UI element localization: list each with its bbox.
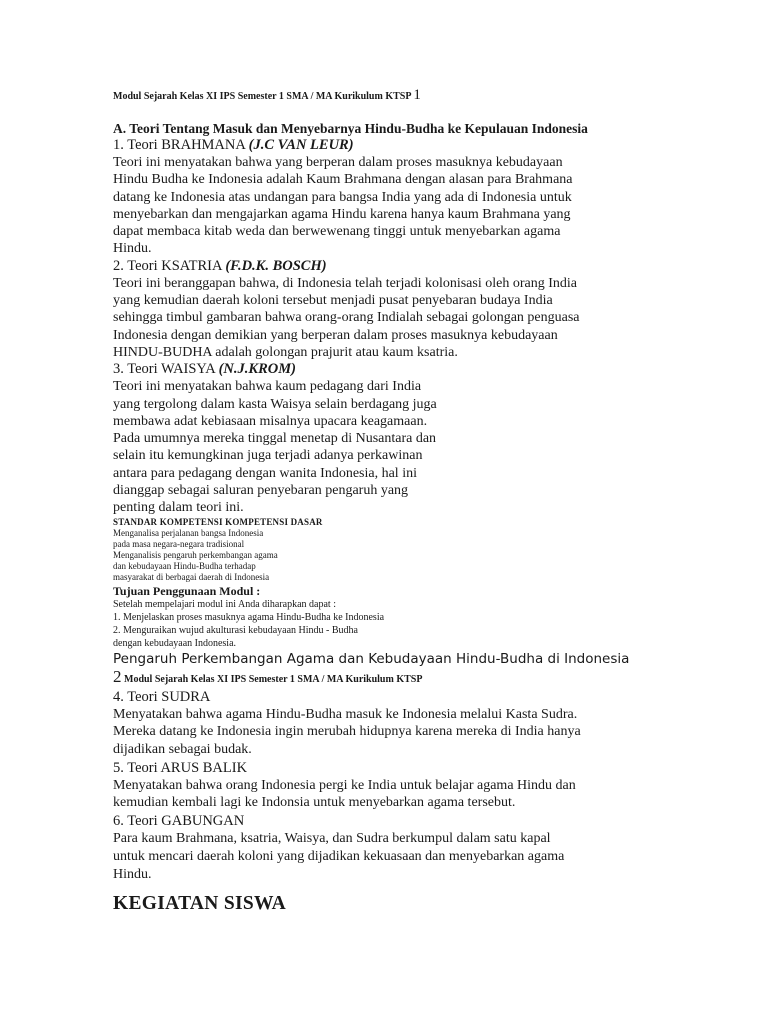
module-header-title: Modul Sejarah Kelas XI IPS Semester 1 SMA / MA Kurikulum KTSP	[124, 673, 423, 685]
theory-heading-ksatria: 2. Teori KSATRIA (F.D.K. BOSCH)	[113, 257, 327, 274]
document-page	[113, 88, 658, 916]
standar-body: Menganalisa perjalanan bangsa Indonesia pada masa negara-negara tradisional Menganalisis pengaruh perkembangan agama dan kebudayaan Hindu-Budha terhadap masyarakat di berbagai daerah di Indonesia	[113, 527, 278, 583]
theory-body-ksatria: Teori ini beranggapan bahwa, di Indonesia telah terjadi kolonisasi oleh orang India yang kemudian daerah koloni tersebut menjadi pusat penyebaran budaya India sehingga timbul gambaran bahwa orang-orang Indialah sebagai golongan penguasa Indonesia dengan demikian yang berperan dalam proses masuknya kebudayaan HINDU-BUDHA adalah golongan prajurit atau kaum ksatria.	[113, 275, 580, 360]
theory-body-gabungan: Para kaum Brahmana, ksatria, Waisya, dan Sudra berkumpul dalam satu kapal untuk mencari daerah koloni yang dijadikan kekuasaan dan menyebarkan agama Hindu.	[113, 831, 565, 882]
theory-body-arus-balik: Menyatakan bahwa orang Indonesia pergi ke India untuk belajar agama Hindu dan kemudian kembali lagi ke Indonsia untuk menyebarkan agama tersebut.	[113, 777, 576, 811]
theory-body-waisya: Teori ini menyatakan bahwa kaum pedagang dari India yang tergolong dalam kasta Waisya selain berdagang juga membawa adat kebiasaan misalnya upacara keagamaan. Pada umumnya mereka tinggal menetap di Nusantara dan selain itu kemungkinan juga terjadi adanya perkawinan antara para pedagang dengan wanita Indonesia, hal ini dianggap sebagai saluran penyebaran pengaruh yang penting dalam teori ini.	[113, 379, 437, 516]
page-number: 1	[413, 87, 421, 103]
standar-heading: STANDAR KOMPETENSI KOMPETENSI DASAR	[113, 516, 323, 527]
tujuan-heading: Tujuan Penggunaan Modul :	[113, 583, 261, 598]
theory-body-brahmana: Teori ini menyatakan bahwa yang berperan dalam proses masuknya kebudayaan Hindu Budha ke Indonesia adalah Kaum Brahmana dengan alasan para Brahmana datang ke Indonesia atas undangan para bangsa India yang ada di Indonesia untuk menyebarkan dan mengajarkan agama Hindu karena hanya kaum Brahmana yang dapat membaca kitab weda dan berwewenang tinggi untuk menyebarkan agama Hindu.	[113, 155, 573, 257]
theory-author: (F.D.K. BOSCH)	[225, 257, 327, 274]
module-header	[113, 88, 658, 104]
theory-author: (J.C VAN LEUR)	[248, 137, 354, 153]
theory-heading-arus-balik: 5. Teori ARUS BALIK	[113, 759, 248, 776]
pengaruh-title: Pengaruh Perkembangan Agama dan Kebudayaan Hindu-Budha di Indonesia	[113, 650, 630, 667]
tujuan-body: Setelah mempelajari modul ini Anda diharapkan dapat : 1. Menjelaskan proses masuknya agama Hindu-Budha ke Indonesia 2. Menguraikan wujud akulturasi kebudayaan Hindu - Budha dengan kebudayaan Indonesia.	[113, 598, 385, 649]
section-a-title: A. Teori Tentang Masuk dan Menyebarnya Hindu-Budha ke Kepulauan Indonesia	[113, 121, 588, 136]
theory-body-sudra: Menyatakan bahwa agama Hindu-Budha masuk ke Indonesia melalui Kasta Sudra. Mereka datang ke Indonesia ingin merubah hidupnya karena mereka di India hanya dijadikan sebagai budak.	[113, 706, 581, 758]
module-header-2	[113, 668, 658, 688]
theory-heading-sudra: 4. Teori SUDRA	[113, 688, 211, 705]
kegiatan-siswa-heading: KEGIATAN SISWA	[113, 893, 287, 915]
page-number: 2	[113, 666, 122, 686]
theory-heading-gabungan: 6. Teori GABUNGAN	[113, 813, 245, 830]
theory-heading-waisya: 3. Teori WAISYA (N.J.KROM)	[113, 361, 296, 378]
theory-heading-brahmana: 1. Teori BRAHMANA (J.C VAN LEUR)	[113, 137, 354, 153]
module-header-title: Modul Sejarah Kelas XI IPS Semester 1 SMA / MA Kurikulum KTSP	[113, 91, 411, 102]
theory-author: (N.J.KROM)	[218, 361, 296, 378]
